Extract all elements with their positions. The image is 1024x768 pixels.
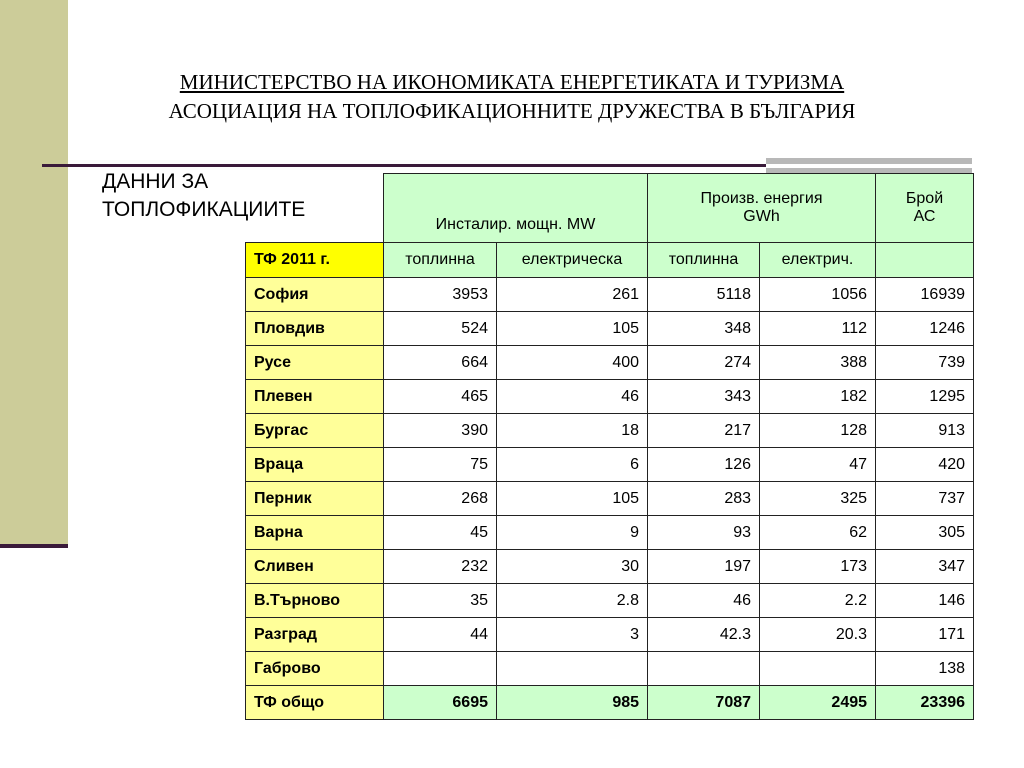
table-cell: 62: [760, 516, 876, 550]
table-cell: 93: [648, 516, 760, 550]
left-decor-rule: [0, 544, 68, 548]
table-cell: 325: [760, 482, 876, 516]
table-cell: [497, 652, 648, 686]
gray-decor-block: [766, 158, 972, 174]
produced-energy-line-1: Произв. енергия: [700, 190, 823, 207]
table-cell: 105: [497, 312, 648, 346]
row-label-header: ТФ 2011 г.: [246, 243, 384, 278]
city-name: Сливен: [246, 550, 384, 584]
sub-header-row: [246, 243, 974, 278]
table-cell: 1295: [876, 380, 974, 414]
city-name: Бургас: [246, 414, 384, 448]
table-cell: [648, 652, 760, 686]
city-name: Перник: [246, 482, 384, 516]
subtitle-line-1: ДАННИ ЗА: [102, 170, 209, 193]
count-header-line-2: АС: [913, 208, 936, 225]
table-row: [246, 516, 974, 550]
table-cell: 664: [384, 346, 497, 380]
city-name: Русе: [246, 346, 384, 380]
total-label: ТФ общо: [246, 686, 384, 720]
table-cell: 35: [384, 584, 497, 618]
table-cell: 128: [760, 414, 876, 448]
table-cell: 420: [876, 448, 974, 482]
total-row: [246, 686, 974, 720]
table-row: [246, 482, 974, 516]
table-cell: 913: [876, 414, 974, 448]
table-row: [246, 380, 974, 414]
table-cell: 173: [760, 550, 876, 584]
table-cell: 6: [497, 448, 648, 482]
subtitle-line-2: ТОПЛОФИКАЦИИТЕ: [102, 198, 306, 221]
table-row: [246, 414, 974, 448]
table-cell: 5118: [648, 278, 760, 312]
table-cell: 217: [648, 414, 760, 448]
table-cell: 388: [760, 346, 876, 380]
table-cell: 283: [648, 482, 760, 516]
table-row: [246, 278, 974, 312]
table-cell: 465: [384, 380, 497, 414]
table-row: [246, 652, 974, 686]
sub-header-cell: [876, 243, 974, 278]
table-cell: 739: [876, 346, 974, 380]
table-cell: 45: [384, 516, 497, 550]
city-name: Варна: [246, 516, 384, 550]
city-name: Враца: [246, 448, 384, 482]
count-header-line-1: Брой: [905, 190, 944, 207]
table-cell: 1246: [876, 312, 974, 346]
table-row: [246, 618, 974, 652]
count-header: [876, 174, 974, 243]
city-name: София: [246, 278, 384, 312]
city-name: Плевен: [246, 380, 384, 414]
table-cell: 75: [384, 448, 497, 482]
table-cell: 737: [876, 482, 974, 516]
table-cell: 47: [760, 448, 876, 482]
table-cell: 305: [876, 516, 974, 550]
city-name: Разград: [246, 618, 384, 652]
table-cell: 2495: [760, 686, 876, 720]
blank-corner: [246, 174, 384, 243]
table-cell: 16939: [876, 278, 974, 312]
table-cell: 524: [384, 312, 497, 346]
table-cell: 6695: [384, 686, 497, 720]
city-name: В.Търново: [246, 584, 384, 618]
sub-header-cell: топлинна: [384, 243, 497, 278]
table-cell: 105: [497, 482, 648, 516]
table-cell: 20.3: [760, 618, 876, 652]
table-cell: 390: [384, 414, 497, 448]
table-cell: 44: [384, 618, 497, 652]
table-cell: [760, 652, 876, 686]
table-cell: 112: [760, 312, 876, 346]
city-name: Пловдив: [246, 312, 384, 346]
table-cell: 126: [648, 448, 760, 482]
table-cell: 46: [648, 584, 760, 618]
produced-energy-line-2: GWh: [743, 208, 780, 225]
table-cell: 3953: [384, 278, 497, 312]
table-cell: 347: [876, 550, 974, 584]
group-header-row: [246, 174, 974, 243]
table-cell: 2.8: [497, 584, 648, 618]
table-cell: 400: [497, 346, 648, 380]
table-cell: 146: [876, 584, 974, 618]
table-row: [246, 584, 974, 618]
table-cell: 348: [648, 312, 760, 346]
table-row: [246, 448, 974, 482]
produced-energy-header: [648, 174, 876, 243]
table-cell: 274: [648, 346, 760, 380]
table-cell: 985: [497, 686, 648, 720]
table-cell: 197: [648, 550, 760, 584]
installed-capacity-header: Инсталир. мощн. MW: [384, 174, 648, 243]
table-cell: 171: [876, 618, 974, 652]
table-cell: 232: [384, 550, 497, 584]
table-cell: 46: [497, 380, 648, 414]
table-row: [246, 346, 974, 380]
table-body: [246, 278, 974, 686]
table-cell: 3: [497, 618, 648, 652]
table-cell: 18: [497, 414, 648, 448]
association-title: АСОЦИАЦИЯ НА ТОПЛОФИКАЦИОННИТЕ ДРУЖЕСТВА В БЪЛГАРИЯ: [168, 99, 856, 123]
city-name: Габрово: [246, 652, 384, 686]
sub-header-cell: топлинна: [648, 243, 760, 278]
table-cell: 1056: [760, 278, 876, 312]
table-cell: 268: [384, 482, 497, 516]
sub-header-cell: електрич.: [760, 243, 876, 278]
table-cell: 343: [648, 380, 760, 414]
table-cell: 138: [876, 652, 974, 686]
table-cell: 42.3: [648, 618, 760, 652]
table-cell: 261: [497, 278, 648, 312]
table-cell: 182: [760, 380, 876, 414]
sub-header-cell: електрическа: [497, 243, 648, 278]
table-cell: 9: [497, 516, 648, 550]
table-cell: [384, 652, 497, 686]
table-cell: 2.2: [760, 584, 876, 618]
ministry-title: МИНИСТЕРСТВО НА ИКОНОМИКАТА ЕНЕРГЕТИКАТА И ТУРИЗМА: [179, 70, 845, 94]
table-cell: 30: [497, 550, 648, 584]
table-row: [246, 550, 974, 584]
table-cell: 23396: [876, 686, 974, 720]
district-heating-table: [245, 173, 974, 720]
table-row: [246, 312, 974, 346]
table-cell: 7087: [648, 686, 760, 720]
